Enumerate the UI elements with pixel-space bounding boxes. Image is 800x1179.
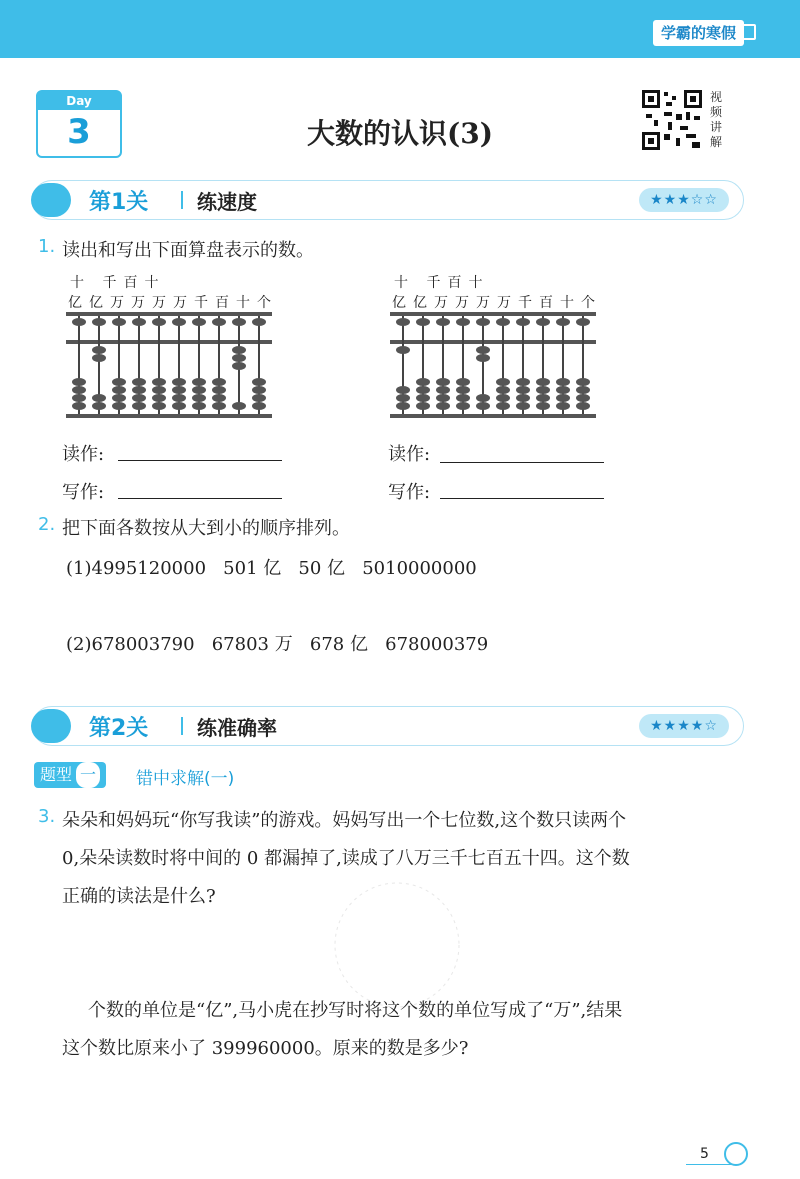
abacus-lower-bead — [112, 378, 126, 386]
abacus-upper-bead — [536, 318, 550, 326]
book-series-badge: 学霸的寒假 — [653, 20, 744, 46]
question-text-line2: 这个数比原来小了 399960000。原来的数是多少? — [62, 1038, 469, 1059]
abacus-lower-bead — [576, 386, 590, 394]
abacus-lower-bead — [152, 378, 166, 386]
abacus-lower-bead — [416, 386, 430, 394]
abacus-lower-bead — [536, 402, 550, 410]
abacus-lower-bead — [132, 378, 146, 386]
abacus-top-bar — [66, 312, 272, 316]
abacus-lower-bead — [92, 346, 106, 354]
section-header-2 — [32, 706, 744, 746]
question-text-line2: 0,朵朵读数时将中间的 0 都漏掉了,读成了八万三千七百五十四。这个数 — [62, 848, 630, 869]
abacus-lower-bead — [252, 378, 266, 386]
abacus-lower-bead — [576, 394, 590, 402]
abacus-lower-bead — [436, 378, 450, 386]
abacus-lower-bead — [232, 362, 246, 370]
abacus-lower-bead — [112, 394, 126, 402]
abacus-lower-bead — [132, 402, 146, 410]
question-number: 3. — [38, 806, 56, 827]
abacus-2 — [390, 310, 596, 422]
abacus-lower-bead — [252, 394, 266, 402]
abacus-lower-bead — [252, 402, 266, 410]
abacus-lower-bead — [476, 402, 490, 410]
abacus-lower-bead — [416, 378, 430, 386]
section-label: 练速度 — [197, 190, 257, 214]
question-type-prefix: 题型 — [40, 765, 73, 784]
write-label-1: 写作: — [62, 482, 105, 503]
abacus-lower-bead — [172, 378, 186, 386]
abacus-lower-bead — [556, 394, 570, 402]
abacus-lower-bead — [436, 386, 450, 394]
abacus-lower-bead — [232, 354, 246, 362]
section-label: 练准确率 — [197, 716, 277, 740]
abacus-lower-bead — [92, 402, 106, 410]
abacus-lower-bead — [536, 394, 550, 402]
difficulty-stars: ★★★★☆ — [639, 714, 729, 738]
abacus-lower-bead — [132, 386, 146, 394]
read-label-1: 读作: — [62, 444, 105, 465]
abacus-lower-bead — [476, 346, 490, 354]
abacus-bottom-bar — [390, 414, 596, 418]
section-name: 第2关 — [89, 716, 149, 741]
abacus-lower-bead — [212, 386, 226, 394]
abacus-lower-bead — [456, 386, 470, 394]
abacus-lower-bead — [212, 394, 226, 402]
abacus-lower-bead — [536, 378, 550, 386]
abacus-lower-bead — [192, 378, 206, 386]
abacus-lower-bead — [516, 386, 530, 394]
qr-code-icon[interactable] — [640, 88, 704, 152]
abacus-beam — [66, 340, 272, 344]
page-number-underline — [686, 1164, 732, 1165]
answer-line-read-2[interactable] — [440, 462, 604, 463]
question-text: 读出和写出下面算盘表示的数。 — [62, 240, 314, 261]
abacus-lower-bead — [92, 354, 106, 362]
question-text-line3: 正确的读法是什么? — [62, 886, 216, 907]
abacus-beam — [390, 340, 596, 344]
abacus-upper-bead — [112, 318, 126, 326]
abacus-upper-bead — [92, 318, 106, 326]
section-header-1 — [32, 180, 744, 220]
abacus-lower-bead — [416, 394, 430, 402]
abacus-lower-bead — [556, 386, 570, 394]
abacus-lower-bead — [252, 386, 266, 394]
top-banner — [0, 0, 800, 58]
abacus-lower-bead — [92, 394, 106, 402]
answer-line-write-2[interactable] — [440, 498, 604, 499]
abacus-lower-bead — [232, 346, 246, 354]
abacus-lower-bead — [436, 402, 450, 410]
question-text-line1: 朵朵和妈妈玩“你写我读”的游戏。妈妈写出一个七位数,这个数只读两个 — [62, 810, 627, 831]
abacus-upper-bead — [132, 318, 146, 326]
abacus-upper-bead — [576, 318, 590, 326]
abacus-lower-bead — [496, 386, 510, 394]
abacus-lower-bead — [152, 402, 166, 410]
abacus-lower-bead — [476, 354, 490, 362]
abacus-lower-bead — [396, 386, 410, 394]
abacus-lower-bead — [172, 402, 186, 410]
abacus-lower-bead — [72, 378, 86, 386]
page-title: 大数的认识(3) — [307, 117, 493, 150]
read-label-2: 读作: — [388, 444, 431, 465]
abacus-lower-bead — [152, 394, 166, 402]
abacus-lower-bead — [72, 386, 86, 394]
abacus-lower-bead — [212, 402, 226, 410]
abacus-lower-bead — [72, 394, 86, 402]
book-icon — [738, 24, 756, 40]
abacus-lower-bead — [152, 386, 166, 394]
abacus-lower-bead — [576, 402, 590, 410]
abacus-lower-bead — [396, 402, 410, 410]
day-number: 3 — [67, 112, 91, 152]
answer-line-write-1[interactable] — [118, 498, 282, 499]
abacus-lower-bead — [516, 394, 530, 402]
abacus-upper-bead — [192, 318, 206, 326]
abacus-1 — [66, 310, 272, 422]
abacus-lower-bead — [556, 402, 570, 410]
magnifier-icon — [31, 183, 71, 217]
abacus-top-labels-1: 十 千百十 — [70, 275, 166, 291]
abacus-upper-bead — [556, 318, 570, 326]
abacus-lower-bead — [496, 378, 510, 386]
abacus-lower-bead — [396, 394, 410, 402]
question-type-tag — [34, 762, 106, 788]
abacus-upper-bead — [456, 318, 470, 326]
abacus-lower-bead — [172, 386, 186, 394]
abacus-lower-bead — [456, 378, 470, 386]
question-type-title: 错中求解(一) — [136, 769, 235, 789]
sun-icon — [724, 1142, 748, 1166]
question-number: 2. — [38, 514, 56, 535]
abacus-lower-bead — [132, 394, 146, 402]
abacus-lower-bead — [192, 394, 206, 402]
abacus-upper-bead — [416, 318, 430, 326]
abacus-lower-bead — [232, 402, 246, 410]
number-list-2: (2)678003790 67803 万 678 亿 678000379 — [66, 634, 489, 655]
number-list-1: (1)4995120000 501 亿 50 亿 5010000000 — [66, 558, 477, 579]
abacus-lower-bead — [172, 394, 186, 402]
question-number: 1. — [38, 236, 56, 257]
abacus-upper-bead — [172, 318, 186, 326]
day-label: Day — [38, 92, 120, 110]
abacus-upper-bead — [212, 318, 226, 326]
abacus-lower-bead — [436, 394, 450, 402]
section-divider — [181, 717, 183, 735]
abacus-lower-bead — [212, 378, 226, 386]
abacus-upper-bead — [252, 318, 266, 326]
page-number: 5 — [700, 1146, 709, 1162]
abacus-lower-bead — [476, 394, 490, 402]
abacus-upper-bead — [232, 318, 246, 326]
abacus-lower-bead — [416, 402, 430, 410]
abacus-lower-bead — [496, 402, 510, 410]
abacus-lower-bead — [72, 402, 86, 410]
abacus-lower-bead — [192, 386, 206, 394]
abacus-top-bar — [390, 312, 596, 316]
abacus-upper-bead — [516, 318, 530, 326]
abacus-lower-bead — [576, 378, 590, 386]
abacus-upper-bead — [436, 318, 450, 326]
question-type-number: 一 — [76, 762, 100, 788]
qr-caption: 视频讲解 — [710, 90, 723, 149]
abacus-lower-bead — [456, 402, 470, 410]
question-text-line1: 个数的单位是“亿”,马小虎在抄写时将这个数的单位写成了“万”,结果 — [88, 1000, 623, 1021]
answer-line-read-1[interactable] — [118, 460, 282, 461]
abacus-lower-bead — [536, 386, 550, 394]
target-icon — [31, 709, 71, 743]
abacus-lower-bead — [112, 402, 126, 410]
abacus-lower-bead — [396, 346, 410, 354]
section-divider — [181, 191, 183, 209]
abacus-upper-bead — [152, 318, 166, 326]
question-text: 把下面各数按从大到小的顺序排列。 — [62, 518, 350, 539]
abacus-upper-bead — [496, 318, 510, 326]
abacus-place-labels-1: 亿亿万万万万千百十个 — [68, 295, 278, 311]
abacus-lower-bead — [496, 394, 510, 402]
abacus-upper-bead — [72, 318, 86, 326]
section-name: 第1关 — [89, 190, 149, 215]
abacus-lower-bead — [456, 394, 470, 402]
abacus-lower-bead — [192, 402, 206, 410]
abacus-lower-bead — [516, 378, 530, 386]
write-label-2: 写作: — [388, 482, 431, 503]
abacus-upper-bead — [476, 318, 490, 326]
difficulty-stars: ★★★☆☆ — [639, 188, 729, 212]
abacus-bottom-bar — [66, 414, 272, 418]
abacus-top-labels-2: 十 千百十 — [394, 275, 490, 291]
abacus-place-labels-2: 亿亿万万万万千百十个 — [392, 295, 602, 311]
abacus-lower-bead — [112, 386, 126, 394]
abacus-lower-bead — [516, 402, 530, 410]
abacus-upper-bead — [396, 318, 410, 326]
abacus-lower-bead — [556, 378, 570, 386]
